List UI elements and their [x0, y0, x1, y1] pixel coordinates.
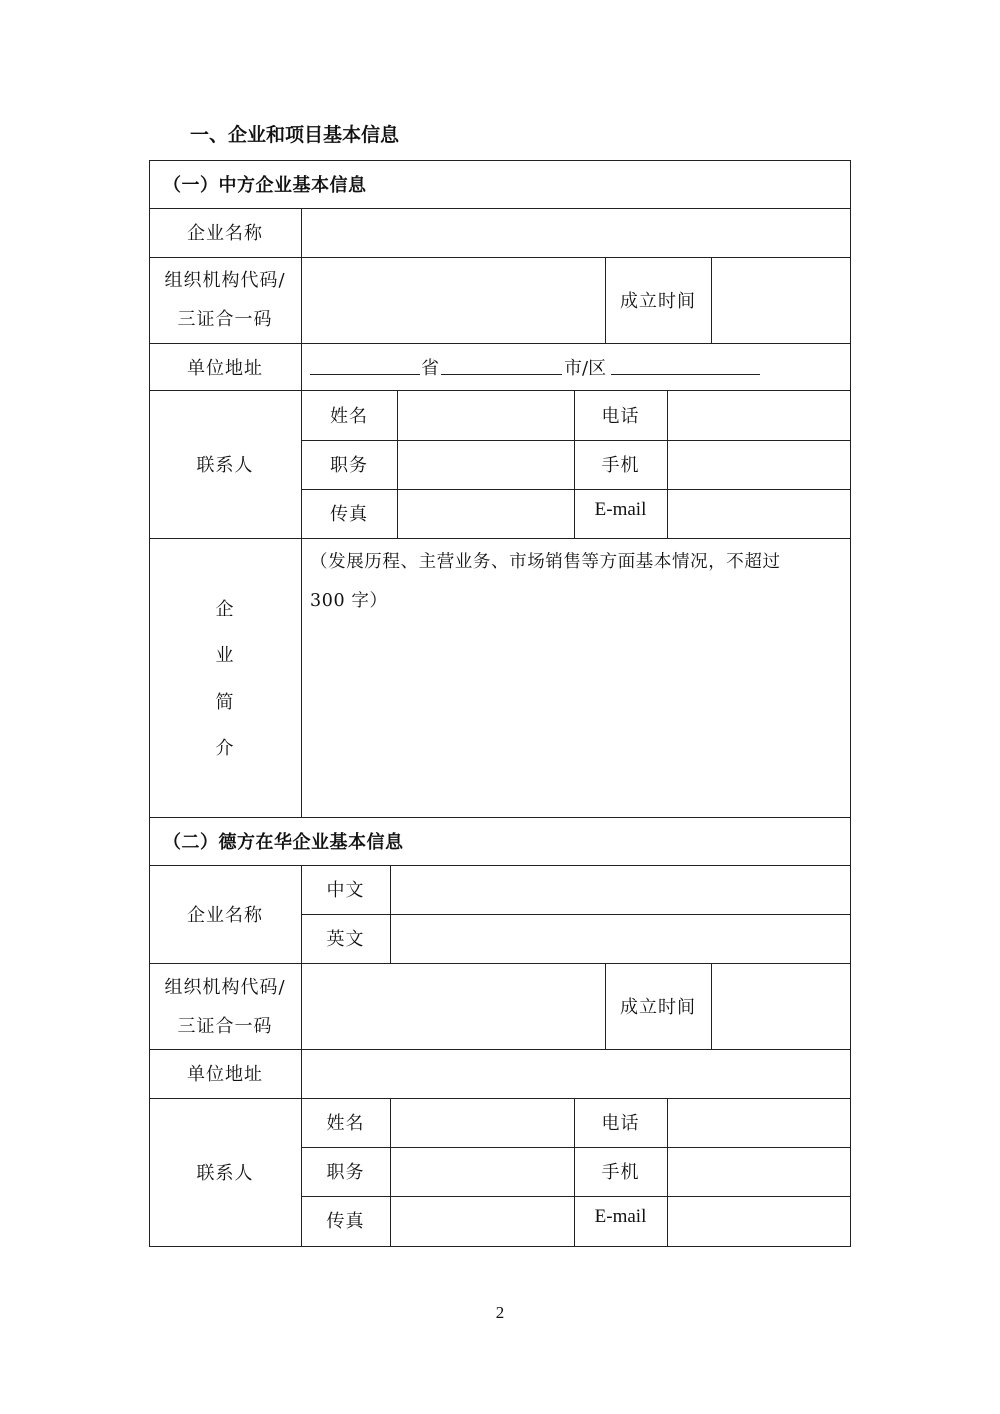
org-code-label-line1: 组织机构代码/	[164, 270, 286, 291]
contact-label: 联系人	[196, 455, 254, 476]
company-name-label: 企业名称	[187, 905, 263, 926]
chinese-name-label: 中文	[326, 880, 365, 901]
contact-mobile-field[interactable]	[668, 441, 850, 488]
chinese-name-field[interactable]	[391, 866, 850, 913]
company-name-label: 企业名称	[187, 223, 263, 244]
city-blank[interactable]	[441, 374, 562, 375]
contact-fax-label: 传真	[326, 1211, 365, 1232]
contact-mobile-label: 手机	[601, 455, 640, 476]
contact-label: 联系人	[196, 1163, 254, 1184]
org-code-label-line2: 三证合一码	[177, 309, 273, 330]
section-title: （一）中方企业基本信息	[163, 175, 367, 196]
founded-label: 成立时间	[620, 997, 696, 1018]
intro-label-char: 业	[215, 645, 235, 666]
contact-email-field[interactable]	[668, 490, 850, 537]
contact-email-label: E-mail	[594, 499, 647, 520]
contact-fax-field[interactable]	[391, 1197, 573, 1245]
province-blank[interactable]	[310, 374, 420, 375]
province-label: 省	[421, 358, 440, 379]
intro-label-char: 介	[215, 738, 235, 759]
english-name-field[interactable]	[391, 915, 850, 962]
section-heading: 一、企业和项目基本信息	[190, 124, 400, 146]
district-blank[interactable]	[611, 374, 760, 375]
company-name-field[interactable]	[302, 209, 850, 256]
contact-position-field[interactable]	[398, 441, 573, 488]
address-field[interactable]	[302, 1050, 850, 1097]
contact-phone-field[interactable]	[668, 391, 850, 439]
section-title: （二）德方在华企业基本信息	[163, 832, 404, 853]
page-number: 2	[495, 1303, 505, 1322]
contact-fax-field[interactable]	[398, 490, 573, 537]
contact-phone-label: 电话	[601, 406, 640, 427]
contact-position-label: 职务	[330, 455, 368, 476]
divider	[149, 538, 851, 539]
intro-hint-line2: 300 字）	[310, 591, 388, 611]
contact-name-field[interactable]	[398, 391, 573, 439]
contact-email-label: E-mail	[594, 1206, 647, 1227]
city-district-label: 市/区	[564, 358, 607, 379]
founded-field[interactable]	[712, 258, 850, 342]
intro-label-char: 简	[215, 692, 235, 713]
contact-name-field[interactable]	[391, 1099, 573, 1146]
address-label: 单位地址	[187, 358, 263, 379]
org-code-field[interactable]	[302, 258, 604, 342]
contact-name-label: 姓名	[330, 406, 368, 427]
intro-hint-line1: （发展历程、主营业务、市场销售等方面基本情况，不超过	[310, 552, 781, 572]
contact-position-field[interactable]	[391, 1148, 573, 1195]
company-intro-field[interactable]	[302, 620, 850, 816]
org-code-field[interactable]	[302, 964, 604, 1048]
org-code-label-line1: 组织机构代码/	[164, 977, 286, 998]
contact-position-label: 职务	[326, 1162, 365, 1183]
contact-mobile-label: 手机	[601, 1162, 640, 1183]
founded-label: 成立时间	[620, 291, 696, 312]
contact-fax-label: 传真	[330, 504, 368, 525]
address-label: 单位地址	[187, 1064, 263, 1085]
contact-name-label: 姓名	[326, 1113, 365, 1134]
org-code-label-line2: 三证合一码	[177, 1016, 273, 1037]
divider	[149, 343, 851, 344]
contact-phone-field[interactable]	[668, 1099, 850, 1146]
founded-field[interactable]	[712, 964, 850, 1048]
contact-email-field[interactable]	[668, 1197, 850, 1245]
contact-mobile-field[interactable]	[668, 1148, 850, 1195]
english-name-label: 英文	[326, 929, 365, 950]
intro-label-char: 企	[215, 599, 235, 620]
contact-phone-label: 电话	[601, 1113, 640, 1134]
